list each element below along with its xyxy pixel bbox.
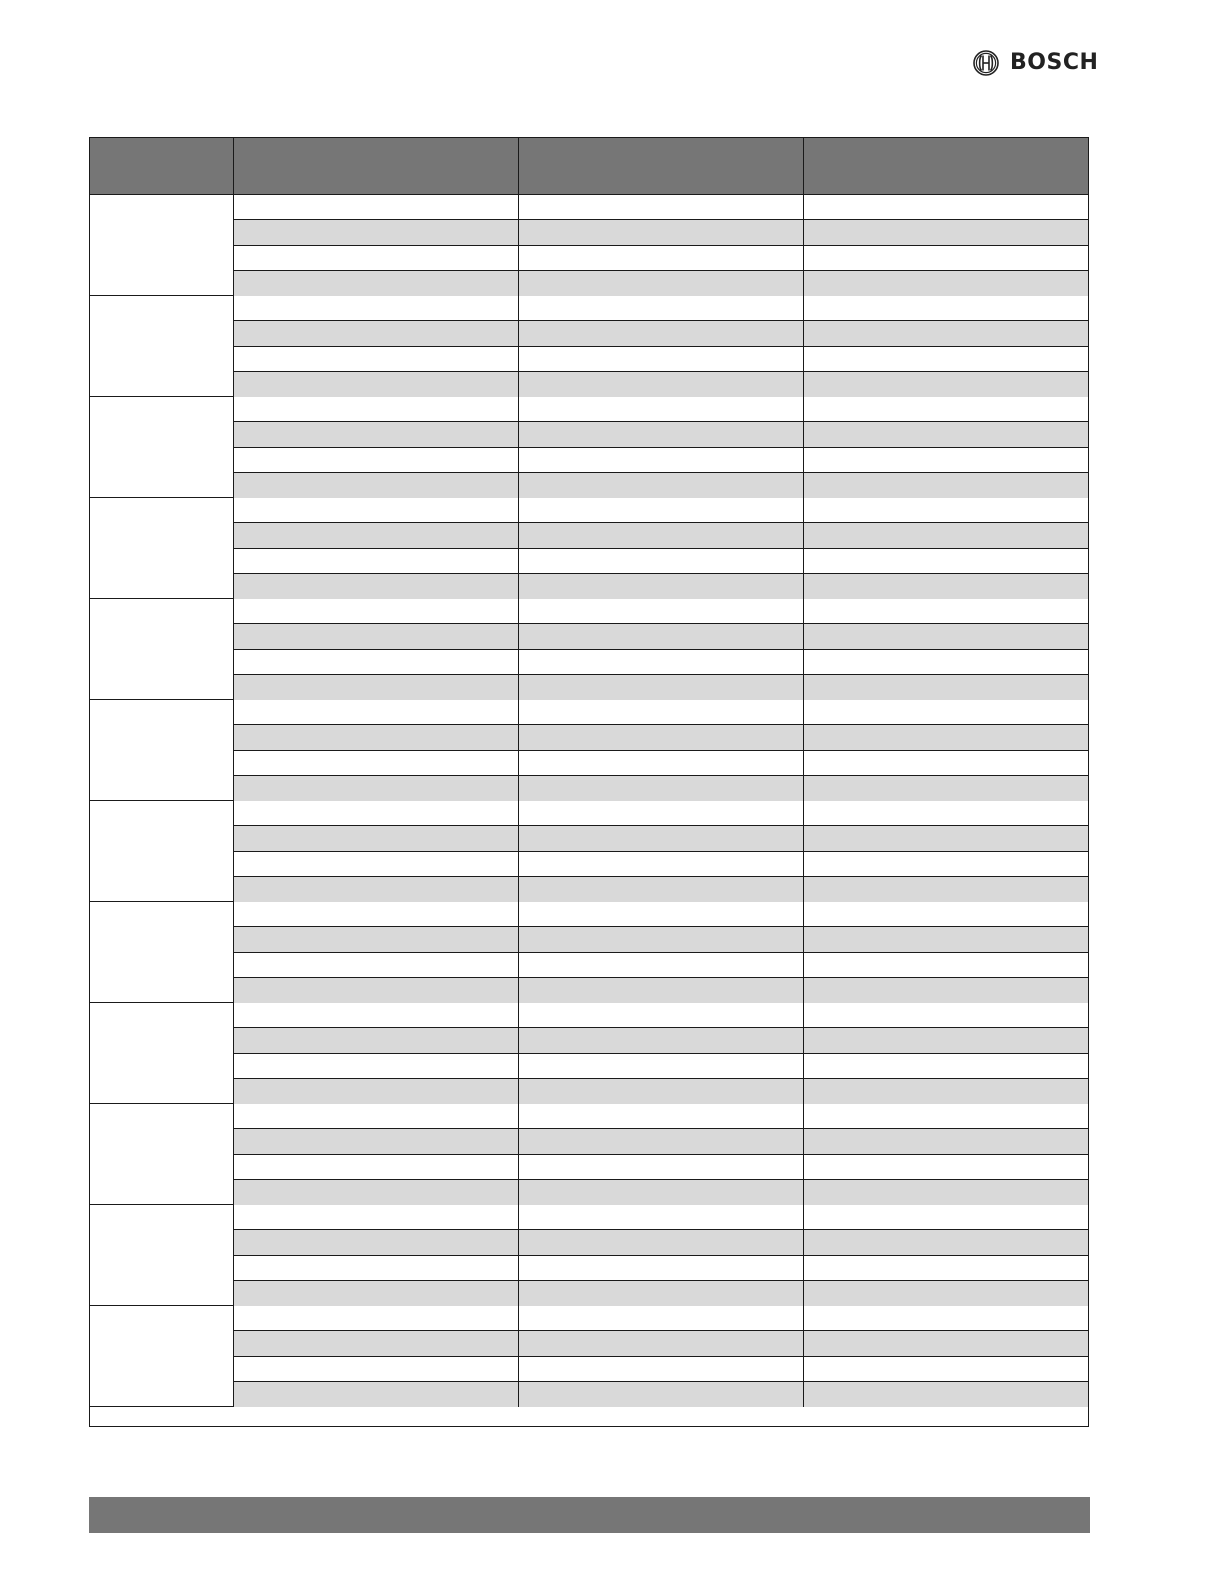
table-row [234,321,1088,346]
table-row [234,650,1088,675]
table-cell [804,549,1088,573]
table-cell [804,1306,1088,1330]
table-cell [804,246,1088,270]
table-row [234,574,1088,599]
table-cell [234,372,519,397]
table-cell [234,523,519,547]
table-row-group [90,902,1088,1003]
table-cell [234,1028,519,1052]
table-cell [519,1003,804,1027]
table-cell [234,978,519,1003]
table-row [234,473,1088,498]
group-label-cell [90,902,234,1002]
table-cell [804,1054,1088,1078]
table-cell [519,1256,804,1280]
table-row [234,599,1088,624]
table-row [234,877,1088,902]
table-cell [519,1054,804,1078]
table-cell [234,1205,519,1229]
table-cell [234,1104,519,1128]
table-cell [519,1281,804,1306]
table-row [234,725,1088,750]
table-cell [519,195,804,219]
table-cell [804,220,1088,244]
table-row [234,220,1088,245]
table-row [234,953,1088,978]
table-cell [234,1331,519,1355]
table-cell [234,953,519,977]
table-row [234,448,1088,473]
table-cell [519,473,804,498]
table-cell [519,599,804,623]
table-cell [519,498,804,522]
table-cell [519,321,804,345]
table-row [234,195,1088,220]
table-cell [804,448,1088,472]
table-cell [519,801,804,825]
table-cell [804,1205,1088,1229]
table-row [234,1306,1088,1331]
table-cell [804,271,1088,296]
table-cell [804,1256,1088,1280]
table-cell [804,1382,1088,1407]
table-cell [234,397,519,421]
group-label-cell [90,801,234,901]
table-cell [519,1129,804,1153]
table-cell [804,650,1088,674]
table-row [234,902,1088,927]
table-cell [804,498,1088,522]
table-cell [804,725,1088,749]
table-cell [804,1230,1088,1254]
table-cell [804,877,1088,902]
table-row [234,397,1088,422]
table-cell [519,372,804,397]
table-cell [804,599,1088,623]
table-row-group [90,1003,1088,1104]
table-cell [804,397,1088,421]
footer-bar [89,1497,1090,1533]
table-row [234,1180,1088,1205]
table-row [234,700,1088,725]
table-cell [519,422,804,446]
table-row [234,1230,1088,1255]
table-row [234,549,1088,574]
data-table [89,137,1089,1427]
bosch-logo [972,49,1098,77]
table-cell [804,902,1088,926]
table-row [234,422,1088,447]
table-row-group [90,498,1088,599]
table-row [234,624,1088,649]
table-row [234,978,1088,1003]
table-cell [234,220,519,244]
table-cell [804,296,1088,320]
table-row-group [90,296,1088,397]
table-cell [519,549,804,573]
table-cell [804,953,1088,977]
table-cell [804,751,1088,775]
table-cell [234,776,519,801]
table-cell [234,852,519,876]
table-cell [804,675,1088,700]
table-cell [234,1306,519,1330]
table-cell [234,347,519,371]
table-cell [519,1331,804,1355]
table-cell [234,877,519,902]
table-cell [804,801,1088,825]
table-cell [804,347,1088,371]
header-cell-3 [519,138,804,194]
table-cell [234,700,519,724]
table-cell [234,1079,519,1104]
table-row [234,296,1088,321]
table-cell [804,776,1088,801]
table-cell [804,927,1088,951]
table-cell [519,852,804,876]
table-cell [804,574,1088,599]
group-label-cell [90,195,234,295]
header-cell-2 [234,138,519,194]
table-cell [234,675,519,700]
table-cell [234,1180,519,1205]
table-cell [234,1357,519,1381]
table-cell [234,1230,519,1254]
table-row [234,751,1088,776]
table-cell [519,296,804,320]
table-row [234,1331,1088,1356]
brand-name: BOSCH [1010,50,1099,75]
table-cell [234,599,519,623]
table-row [234,1357,1088,1382]
group-label-cell [90,1104,234,1204]
table-cell [519,675,804,700]
table-cell [804,1079,1088,1104]
table-cell [234,826,519,850]
table-cell [804,978,1088,1003]
table-cell [234,422,519,446]
header-cell-1 [90,138,234,194]
table-cell [519,826,804,850]
table-cell [804,1155,1088,1179]
table-row [234,1079,1088,1104]
table-row-group [90,1306,1088,1407]
table-cell [804,624,1088,648]
bosch-armature-icon [972,49,1000,77]
table-cell [519,246,804,270]
table-cell [519,1357,804,1381]
group-label-cell [90,498,234,598]
table-row [234,523,1088,548]
table-cell [804,1331,1088,1355]
table-cell [519,725,804,749]
table-cell [804,1003,1088,1027]
table-cell [519,624,804,648]
table-cell [804,700,1088,724]
table-cell [519,1104,804,1128]
table-cell [234,902,519,926]
table-header-row [90,138,1088,195]
table-row [234,347,1088,372]
table-cell [234,296,519,320]
table-row [234,1003,1088,1028]
table-cell [234,650,519,674]
table-cell [519,902,804,926]
table-row [234,271,1088,296]
table-row [234,1382,1088,1407]
table-row [234,852,1088,877]
table-cell [519,776,804,801]
table-row-group [90,700,1088,801]
table-cell [519,271,804,296]
table-cell [519,1306,804,1330]
table-footer-row [90,1407,1088,1426]
table-cell [234,574,519,599]
table-row [234,826,1088,851]
table-row [234,1129,1088,1154]
table-row [234,372,1088,397]
table-cell [519,1382,804,1407]
table-cell [234,1256,519,1280]
group-label-cell [90,397,234,497]
table-cell [234,751,519,775]
table-cell [234,195,519,219]
table-cell [234,1155,519,1179]
table-cell [519,978,804,1003]
table-cell [519,523,804,547]
table-row [234,801,1088,826]
table-cell [519,347,804,371]
table-row [234,1256,1088,1281]
table-cell [804,826,1088,850]
table-row-group [90,397,1088,498]
table-cell [804,321,1088,345]
table-cell [234,927,519,951]
table-cell [519,700,804,724]
table-cell [804,1104,1088,1128]
header-cell-4 [804,138,1088,194]
table-cell [804,1180,1088,1205]
table-cell [519,650,804,674]
table-cell [519,1028,804,1052]
table-cell [234,1281,519,1306]
table-cell [234,1129,519,1153]
table-cell [234,1382,519,1407]
table-cell [519,448,804,472]
table-cell [804,473,1088,498]
table-cell [234,473,519,498]
table-row [234,776,1088,801]
table-row-group [90,1205,1088,1306]
table-row-group [90,801,1088,902]
table-cell [519,574,804,599]
table-row [234,1028,1088,1053]
table-row [234,1054,1088,1079]
table-cell [804,1129,1088,1153]
table-cell [519,1155,804,1179]
table-row [234,246,1088,271]
table-cell [519,397,804,421]
table-row-group [90,195,1088,296]
table-cell [234,1054,519,1078]
table-cell [234,271,519,296]
table-row [234,1104,1088,1129]
table-cell [519,751,804,775]
table-row [234,1155,1088,1180]
table-cell [234,246,519,270]
table-cell [234,498,519,522]
group-label-cell [90,1003,234,1103]
table-cell [234,1003,519,1027]
table-cell [519,877,804,902]
table-row [234,1205,1088,1230]
table-row [234,927,1088,952]
group-label-cell [90,1205,234,1305]
table-row [234,1281,1088,1306]
group-label-cell [90,1306,234,1406]
table-cell [234,448,519,472]
group-label-cell [90,599,234,699]
table-cell [234,725,519,749]
table-row [234,675,1088,700]
table-row-group [90,599,1088,700]
table-cell [519,1079,804,1104]
group-label-cell [90,700,234,800]
table-cell [519,953,804,977]
table-cell [519,220,804,244]
table-cell [234,321,519,345]
table-row-group [90,1104,1088,1205]
table-cell [519,1180,804,1205]
table-cell [804,523,1088,547]
table-row [234,498,1088,523]
table-cell [804,195,1088,219]
table-cell [804,1281,1088,1306]
table-cell [234,624,519,648]
table-cell [804,1357,1088,1381]
table-cell [519,1230,804,1254]
group-label-cell [90,296,234,396]
table-cell [234,549,519,573]
table-cell [804,372,1088,397]
table-cell [519,927,804,951]
table-cell [804,1028,1088,1052]
table-cell [804,852,1088,876]
table-cell [234,801,519,825]
table-cell [519,1205,804,1229]
table-cell [804,422,1088,446]
